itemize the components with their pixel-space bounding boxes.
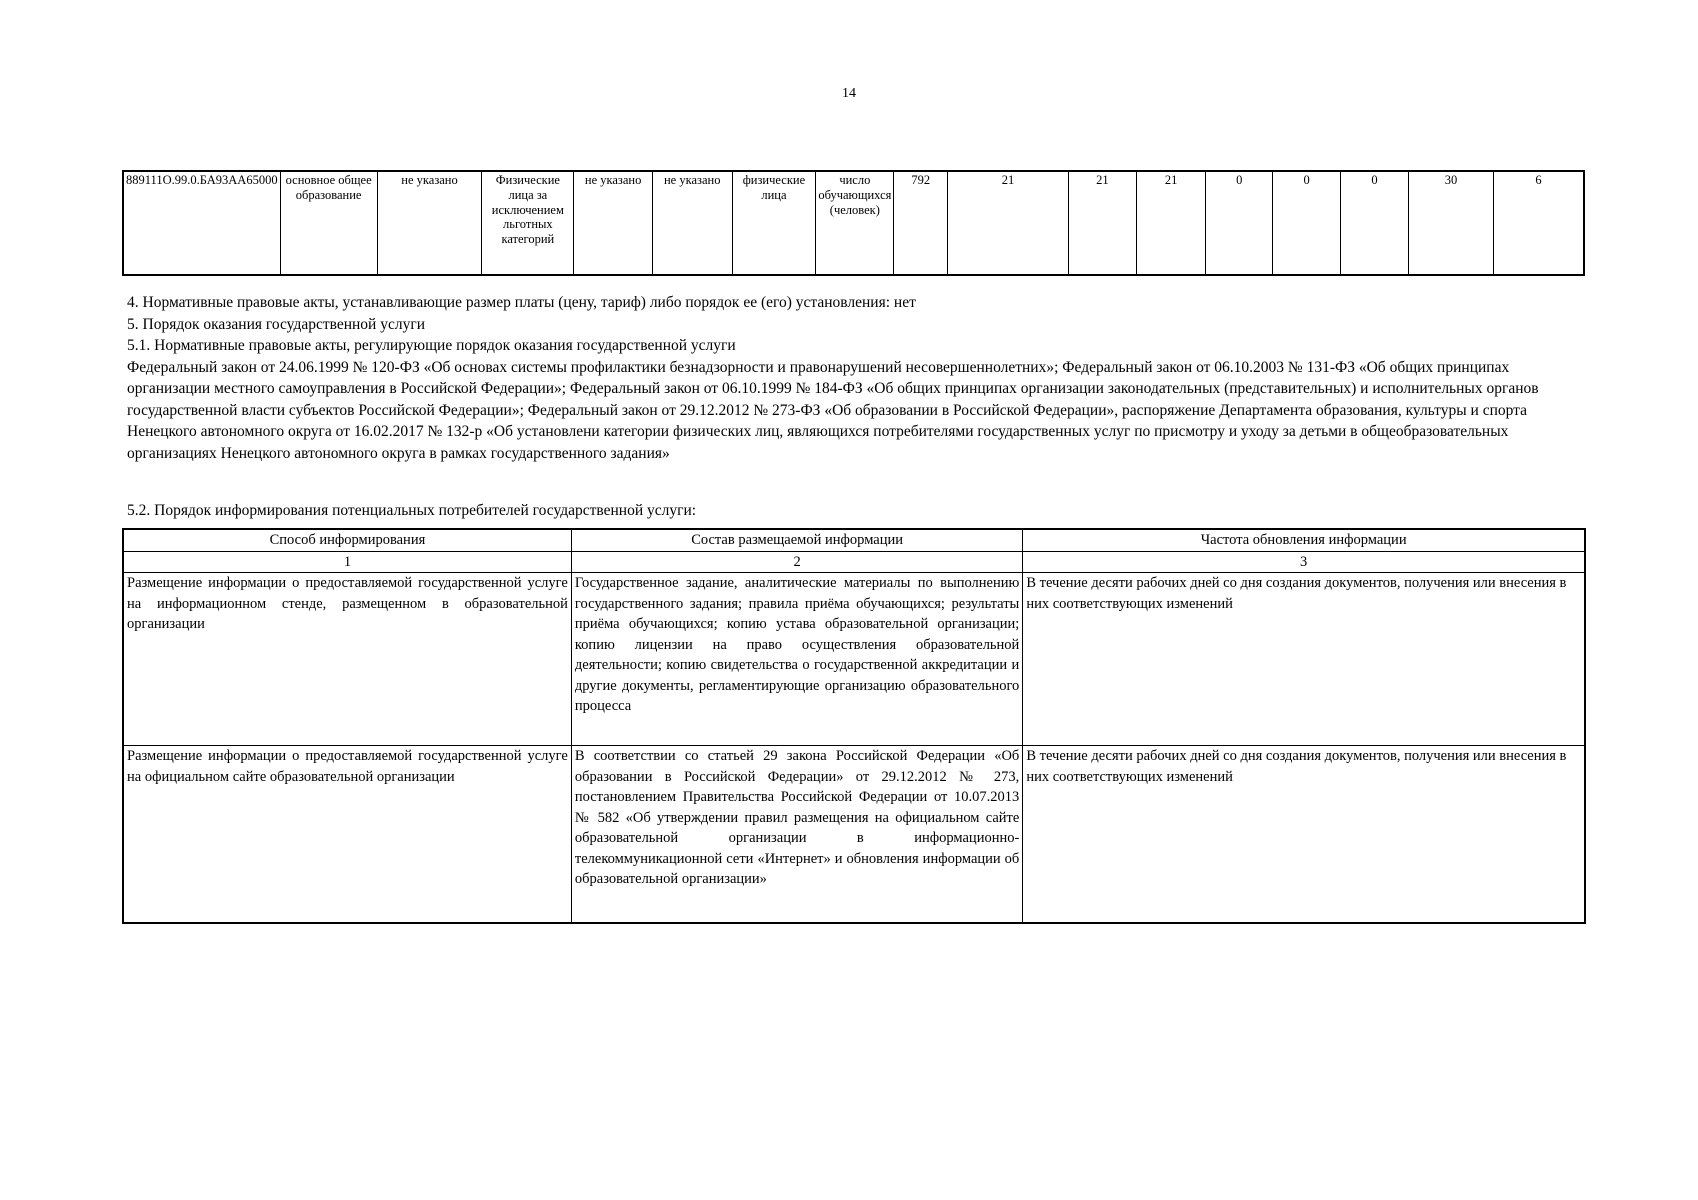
paragraph-4: 4. Нормативные правовые акты, устанавливающие размер платы (цену, тариф) либо порядок ее (его) установления: нет	[127, 294, 916, 311]
column-number: 3	[1023, 551, 1585, 573]
program-type-cell: основное общее образование	[280, 171, 377, 275]
value-cell: 0	[1341, 171, 1409, 275]
service-form-cell: физические лица	[732, 171, 816, 275]
table-cell: не указано	[652, 171, 732, 275]
frequency-cell: В течение десяти рабочих дней со дня создания документов, получения или внесения в них соответствующих изменений	[1023, 573, 1585, 746]
paragraph-5: 5. Порядок оказания государственной услуги	[127, 315, 425, 333]
okei-code-cell: 792	[894, 171, 948, 275]
value-cell: 21	[1137, 171, 1206, 275]
table-header-row	[123, 529, 1585, 551]
value-cell: 6	[1494, 171, 1584, 275]
content-cell: Государственное задание, аналитические материалы по выполнению государственного задания; правила приёма обучающихся; результаты приёма обучающихся; копию устава образовательной организации; копию лицензии на право осуществления образовательной деятельности; копию свидетельства о государственной аккредитации и другие документы, регламентирующие организацию образовательного процесса	[571, 573, 1022, 746]
service-volume-table	[122, 170, 1585, 276]
consumer-category-cell: Физические лица за исключением льготных категорий	[482, 171, 574, 275]
method-cell: Размещение информации о предоставляемой государственной услуге на информационном стенде, размещенном в образовательной организации	[123, 573, 571, 746]
column-header: Способ информирования	[123, 529, 571, 551]
value-cell: 21	[948, 171, 1069, 275]
informing-table	[122, 528, 1586, 924]
paragraph-5-1-text: Федеральный закон от 24.06.1999 № 120-ФЗ «Об основах системы профилактики безнадзорности и правонарушений несовершеннолетних»; Федеральный закон от 06.10.2003 № 131-ФЗ «Об общих принципах организации местного самоуправления в Российской Федерации»; Федеральный закон от 06.10.1999 № 184-ФЗ «Об общих принципах организации законодательных (представительных) и исполнительных органов государственной власти субъектов Российской Федерации»; Федеральный закон от 29.12.2012 № 273-ФЗ «Об образовании в Российской Федерации», распоряжение Департамента образования, культуры и спорта Ненецкого автономного округа от 16.02.2017 № 132-р «Об установлени категории физических лиц, являющихся потребителями государственных услуг по присмотру и уходу за детьми в общеобразовательных организациях Ненецкого автономного округа в рамках государственного задания»	[127, 358, 1539, 462]
column-header: Состав размещаемой информации	[571, 529, 1022, 551]
column-number: 1	[123, 551, 571, 573]
value-cell: 21	[1068, 171, 1136, 275]
table-row	[123, 171, 1584, 275]
content-cell: В соответствии со статьей 29 закона Российской Федерации «Об образовании в Российской Федерации» от 29.12.2012 № 273, постановлением Правительства Российской Федерации от 10.07.2013 № 582 «Об утверждении правил размещения на официальном сайте образовательной организации в информационно-телекоммуникационной сети «Интернет» и обновления информации об образовательной организации»	[571, 746, 1022, 923]
paragraph-5-2: 5.2. Порядок информирования потенциальных потребителей государственной услуги:	[127, 502, 697, 519]
paragraph-5-1: 5.1. Нормативные правовые акты, регулирующие порядок оказания государственной услуги	[127, 337, 736, 354]
column-number-row	[123, 551, 1585, 573]
column-number: 2	[571, 551, 1022, 573]
frequency-cell: В течение десяти рабочих дней со дня создания документов, получения или внесения в них соответствующих изменений	[1023, 746, 1585, 923]
value-cell: 0	[1206, 171, 1273, 275]
registry-number-cell: 889111О.99.0.БА93АА65000	[123, 171, 280, 275]
table-cell: не указано	[377, 171, 482, 275]
value-cell: 30	[1408, 171, 1493, 275]
table-cell: не указано	[574, 171, 653, 275]
indicator-name-cell: число обучающихся (человек)	[816, 171, 894, 275]
page-number: 14	[842, 86, 856, 101]
table-row	[123, 746, 1585, 923]
method-cell: Размещение информации о предоставляемой государственной услуге на официальном сайте образовательной организации	[123, 746, 571, 923]
column-header: Частота обновления информации	[1023, 529, 1585, 551]
table-row	[123, 573, 1585, 746]
regulations-section	[127, 292, 1587, 464]
value-cell: 0	[1273, 171, 1341, 275]
